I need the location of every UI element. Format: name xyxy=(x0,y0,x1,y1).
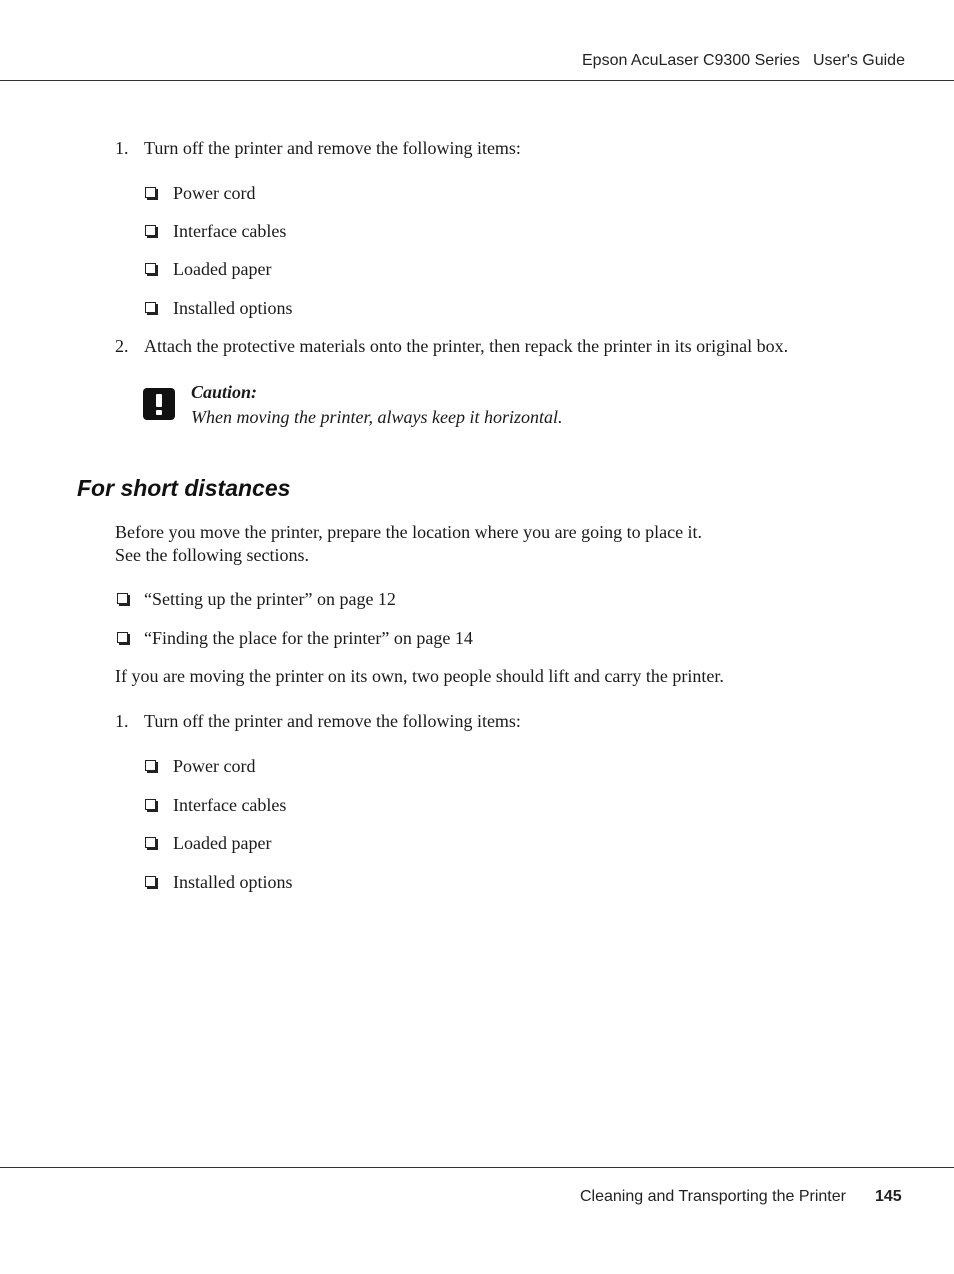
step-text: Attach the protective materials onto the printer, then repack the printer in its original box. xyxy=(144,336,789,356)
caution-title: Caution: xyxy=(191,382,258,402)
step-text: Turn off the printer and remove the following items: xyxy=(144,711,521,731)
note-text: If you are moving the printer on its own, two people should lift and carry the printer. xyxy=(115,666,724,686)
intro-text: Before you move the printer, prepare the location where you are going to place it. xyxy=(115,522,703,542)
header-product: Epson AcuLaser C9300 Series xyxy=(582,52,800,69)
step-number: 1. xyxy=(115,711,129,731)
checkbox-bullet-icon xyxy=(145,263,156,274)
list-item: Interface cables xyxy=(173,795,287,815)
checkbox-bullet-icon xyxy=(145,302,156,313)
header-rule xyxy=(0,80,954,81)
caution-text: When moving the printer, always keep it horizontal. xyxy=(191,407,563,427)
checkbox-bullet-icon xyxy=(145,225,156,236)
list-item: Loaded paper xyxy=(173,259,272,279)
checkbox-bullet-icon xyxy=(145,876,156,887)
checkbox-bullet-icon xyxy=(145,799,156,810)
step-text: Turn off the printer and remove the following items: xyxy=(144,138,521,158)
checkbox-bullet-icon xyxy=(117,593,128,604)
list-item: Installed options xyxy=(173,872,293,892)
footer-rule xyxy=(0,1167,954,1168)
checkbox-bullet-icon xyxy=(145,837,156,848)
list-item: Interface cables xyxy=(173,221,287,241)
checkbox-bullet-icon xyxy=(145,760,156,771)
list-item: Power cord xyxy=(173,756,256,776)
caution-icon xyxy=(143,388,175,420)
checkbox-bullet-icon xyxy=(117,632,128,643)
header-guide: User's Guide xyxy=(813,52,905,69)
intro-text: See the following sections. xyxy=(115,545,309,565)
page-number: 145 xyxy=(875,1188,902,1205)
list-item: Loaded paper xyxy=(173,833,272,853)
section-title: For short distances xyxy=(77,475,291,501)
checkbox-bullet-icon xyxy=(145,187,156,198)
list-item: Installed options xyxy=(173,298,293,318)
step-number: 1. xyxy=(115,138,129,158)
cross-reference-link[interactable]: “Finding the place for the printer” on page 14 xyxy=(144,628,473,648)
list-item: Power cord xyxy=(173,183,256,203)
step-number: 2. xyxy=(115,336,129,356)
cross-reference-link[interactable]: “Setting up the printer” on page 12 xyxy=(144,589,396,609)
footer-chapter: Cleaning and Transporting the Printer xyxy=(580,1188,846,1205)
